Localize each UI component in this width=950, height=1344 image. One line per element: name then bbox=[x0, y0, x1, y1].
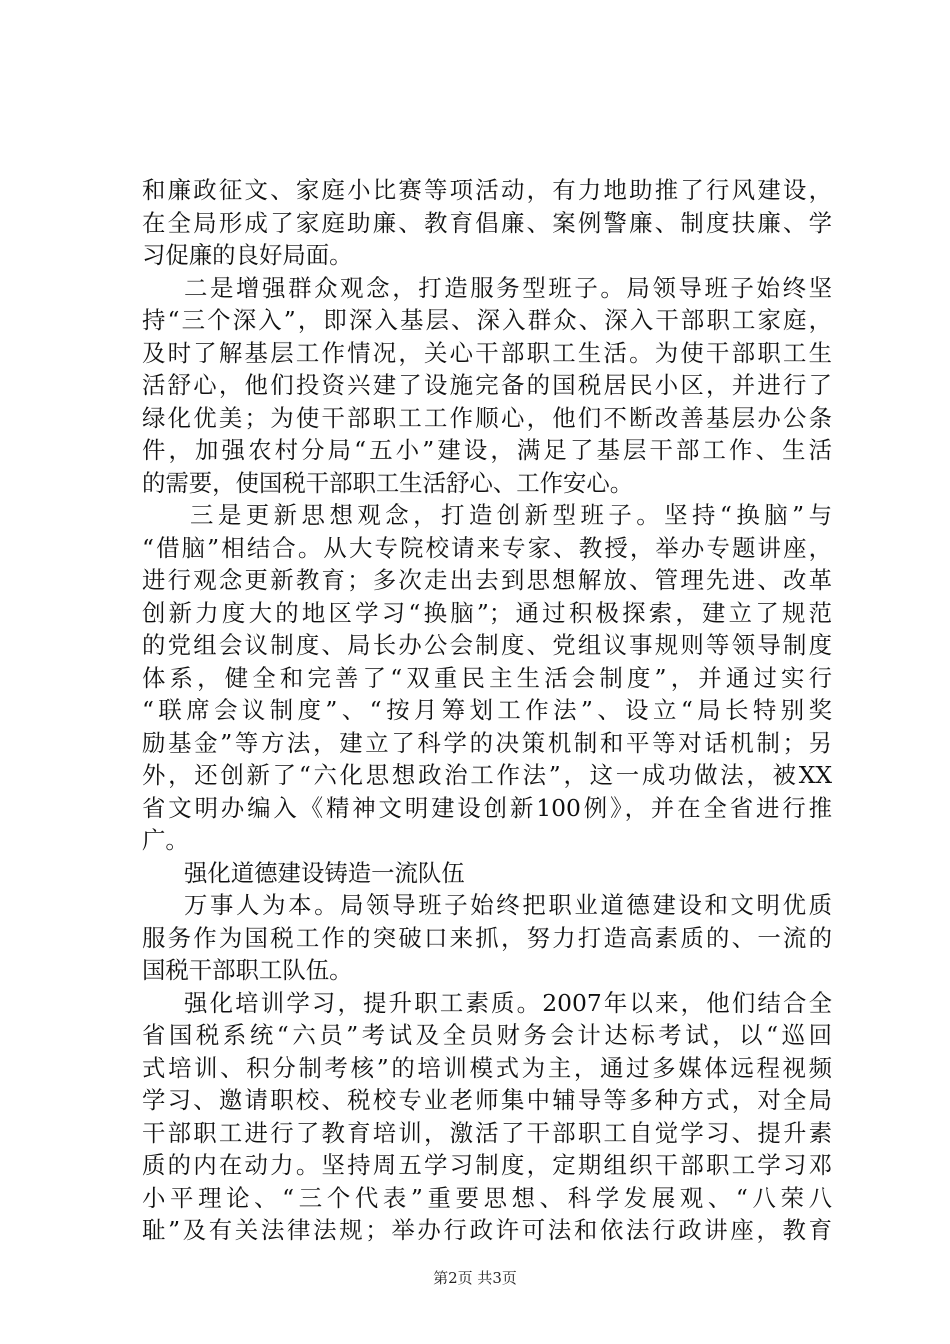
text-line: 强化道德建设铸造一流队伍 bbox=[184, 858, 465, 887]
text-line: 件，加强农村分局“五小”建设，满足了基层干部工作、生活 bbox=[142, 436, 832, 464]
text-line: 和廉政征文、家庭小比赛等项活动，有力地助推了行风建设， bbox=[142, 176, 832, 204]
text-line: 的需要，使国税干部职工生活舒心、工作安心。 bbox=[142, 468, 634, 497]
text-line: 式培训、积分制考核”的培训模式为主，通过多媒体远程视频 bbox=[142, 1053, 832, 1082]
text-line: 耻”及有关法律法规；举办行政许可法和依法行政讲座，教育 bbox=[142, 1216, 832, 1244]
text-line: 学习、邀请职校、税校专业老师集中辅导等多种方式，对全局 bbox=[142, 1086, 832, 1114]
text-line: 在全局形成了家庭助廉、教育倡廉、案例警廉、制度扶廉、学 bbox=[142, 208, 832, 237]
document-body bbox=[142, 174, 832, 1247]
text-line: 万事人为本。局领导班子始终把职业道德建设和文明优质 bbox=[184, 891, 832, 919]
text-line: 体系，健全和完善了“双重民主生活会制度”，并通过实行 bbox=[142, 663, 832, 692]
text-line: 绿化优美；为使干部职工工作顺心，他们不断改善基层办公条 bbox=[142, 403, 832, 432]
text-line: 小平理论、“三个代表”重要思想、科学发展观、“八荣八 bbox=[142, 1183, 832, 1212]
text-line: 干部职工进行了教育培训，激活了干部职工自觉学习、提升素 bbox=[142, 1118, 832, 1147]
text-line: 省文明办编入《精神文明建设创新100例》，并在全省进行推 bbox=[142, 793, 832, 822]
text-line: 服务作为国税工作的突破口来抓，努力打造高素质的、一流的 bbox=[142, 923, 832, 952]
text-line: 活舒心，他们投资兴建了设施完备的国税居民小区，并进行了 bbox=[142, 371, 832, 399]
page-footer: 第2页 共3页 bbox=[433, 1269, 517, 1287]
text-line: 国税干部职工队伍。 bbox=[142, 956, 353, 984]
text-line: 质的内在动力。坚持周五学习制度，定期组织干部职工学习邓 bbox=[142, 1151, 832, 1179]
text-line: 的党组会议制度、局长办公会制度、党组议事规则等领导制度 bbox=[142, 631, 832, 659]
text-line: 进行观念更新教育；多次走出去到思想解放、管理先进、改革 bbox=[142, 566, 832, 594]
text-line: 强化培训学习，提升职工素质。2007年以来，他们结合全 bbox=[184, 988, 832, 1017]
text-line: 习促廉的良好局面。 bbox=[142, 241, 353, 269]
text-line: 三是更新思想观念，打造创新型班子。坚持“换脑”与 bbox=[190, 501, 832, 529]
text-line: 励基金”等方法，建立了科学的决策机制和平等对话机制；另 bbox=[142, 728, 832, 757]
text-line: 及时了解基层工作情况，关心干部职工生活。为使干部职工生 bbox=[142, 338, 832, 367]
text-line: 外，还创新了“六化思想政治工作法”，这一成功做法，被XX bbox=[142, 761, 832, 789]
text-line: 省国税系统“六员”考试及全员财务会计达标考试，以“巡回 bbox=[142, 1021, 832, 1049]
text-line: 持“三个深入”，即深入基层、深入群众、深入干部职工家庭， bbox=[142, 306, 832, 334]
text-line: 创新力度大的地区学习“换脑”；通过积极探索，建立了规范 bbox=[142, 598, 832, 627]
text-line: “联席会议制度”、“按月筹划工作法”、设立“局长特别奖 bbox=[142, 696, 832, 724]
text-line: 广。 bbox=[142, 826, 189, 854]
text-line: “借脑”相结合。从大专院校请来专家、教授，举办专题讲座， bbox=[142, 533, 832, 562]
text-line: 二是增强群众观念，打造服务型班子。局领导班子始终坚 bbox=[184, 273, 832, 302]
